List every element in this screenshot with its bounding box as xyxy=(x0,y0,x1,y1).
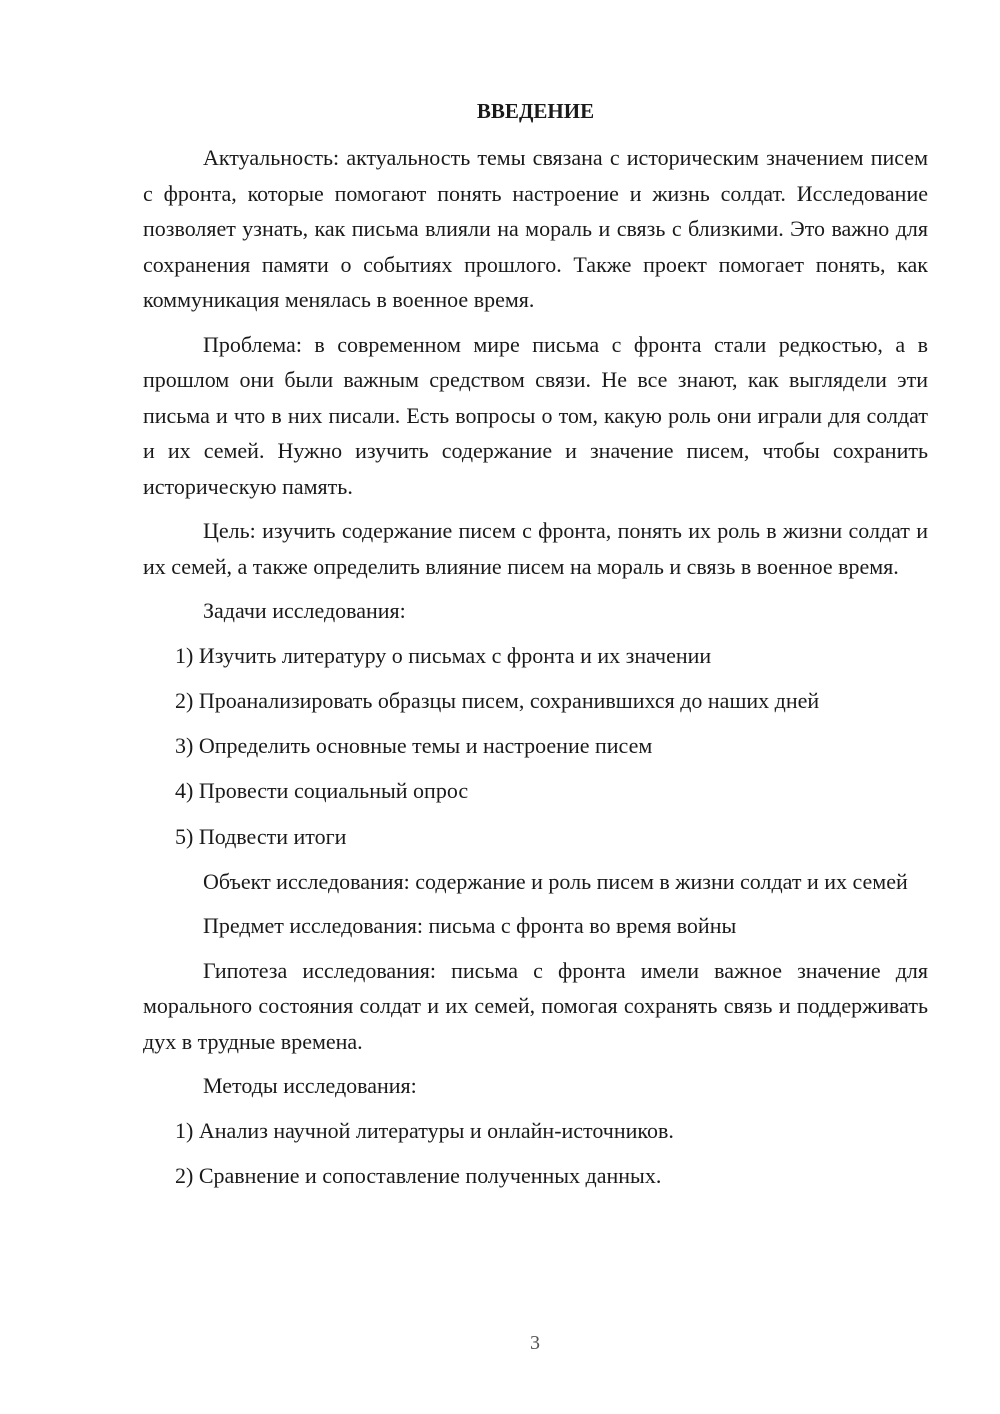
relevance-paragraph: Актуальность: актуальность темы связана с историческим значением писем с фронта, которые помогают понять настроение и жизнь солдат. Исследование позволяет узнать, как письма влияли на мораль и связь с близкими. Это важно для сохранения памяти о событиях прошлого. Также проект помогает понять, как коммуникация менялась в военное время. xyxy=(143,145,928,312)
list-item: 1) Изучить литературу о письмах с фронта и их значении xyxy=(175,642,712,668)
list-item: 4) Провести социальный опрос xyxy=(175,778,469,804)
subject-paragraph: Предмет исследования: письма с фронта во время войны xyxy=(203,913,737,939)
tasks-heading: Задачи исследования: xyxy=(203,598,406,623)
page-number: 3 xyxy=(530,1332,540,1354)
document-page xyxy=(143,96,928,1204)
object-paragraph: Объект исследования: содержание и роль писем в жизни солдат и их семей xyxy=(203,868,908,894)
list-item: 3) Определить основные темы и настроение писем xyxy=(175,733,653,759)
methods-list xyxy=(143,1113,928,1194)
list-item: 5) Подвести итоги xyxy=(175,823,347,849)
tasks-list xyxy=(143,638,928,855)
problem-paragraph: Проблема: в современном мире письма с фронта стали редкостью, а в прошлом они были важным средством связи. Не все знают, как выглядели эти письма и что в них писали. Есть вопросы о том, какую роль они играли для солдат и их семей. Нужно изучить содержание и значение писем, чтобы сохранить историческую память. xyxy=(143,331,928,499)
list-item: 2) Сравнение и сопоставление полученных данных. xyxy=(175,1163,662,1189)
methods-heading: Методы исследования: xyxy=(203,1073,417,1099)
hypothesis-paragraph: Гипотеза исследования: письма с фронта имели важное значение для морального состояния солдат и их семей, помогая сохранять связь и поддерживать дух в трудные времена. xyxy=(143,957,928,1054)
section-title: ВВЕДЕНИЕ xyxy=(476,99,595,123)
list-item: 2) Проанализировать образцы писем, сохранившихся до наших дней xyxy=(175,687,820,713)
goal-paragraph: Цель: изучить содержание писем с фронта, понять их роль в жизни солдат и их семей, а также определить влияние писем на мораль и связь в военное время. xyxy=(143,518,928,579)
list-item: 1) Анализ научной литературы и онлайн-источников. xyxy=(175,1117,674,1143)
